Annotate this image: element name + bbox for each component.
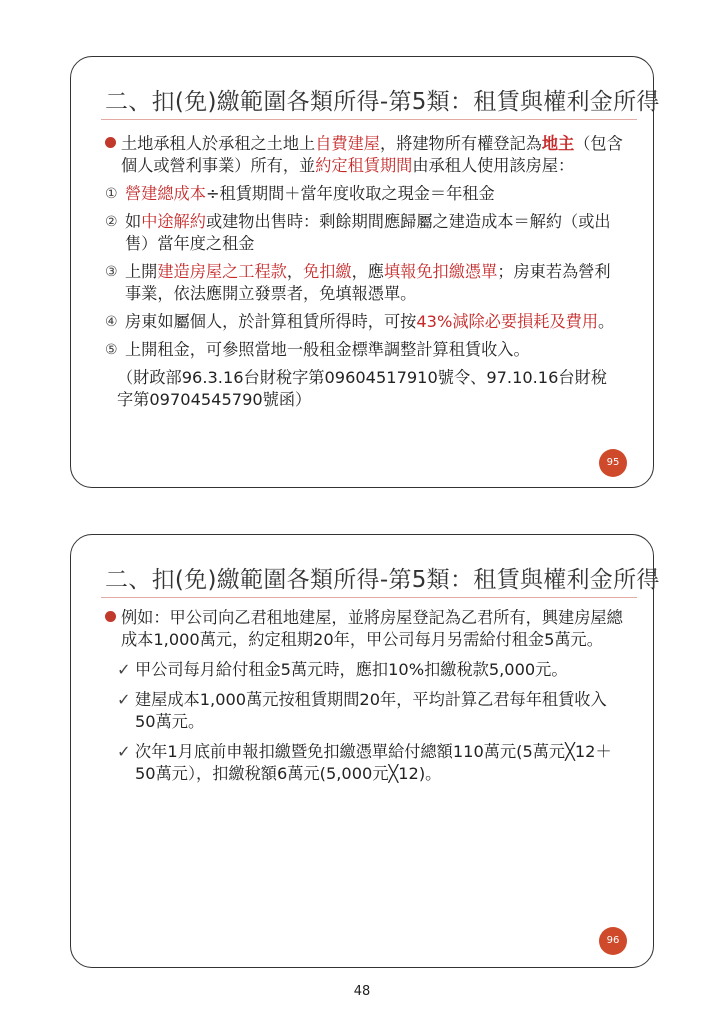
text-span: 土地承租人於承租之土地上: [121, 134, 316, 153]
bullet-dot-icon: [105, 611, 116, 622]
numbered-item-2: [105, 211, 623, 255]
highlight-text: 建造房屋之工程款: [157, 262, 287, 281]
text-span: ÷租賃期間＋當年度收取之現金＝年租金: [205, 184, 495, 203]
check-item-3: [111, 741, 623, 785]
text-span: 次年1月底前申報扣繳暨免扣繳憑單給付總額110萬元(5萬元╳12＋50萬元），扣繳稅額6萬元(5,000元╳12)。: [135, 742, 612, 783]
text-span: 。: [598, 312, 615, 331]
slide-body: [105, 133, 623, 411]
check-item-2: [111, 689, 623, 733]
text-span: 甲公司每月給付租金5萬元時，應扣10%扣繳稅款5,000元。: [135, 660, 568, 679]
slide-title: 二、扣(免)繳範圍各類所得-第5類：租賃與權利金所得: [105, 89, 660, 115]
highlight-text: 填報免扣繳憑單: [384, 262, 498, 281]
numbered-item-3: [105, 261, 623, 305]
check-icon: ✓: [117, 660, 131, 679]
slide-96: [70, 534, 660, 968]
slide-body: [111, 607, 623, 785]
circled-number: ②: [105, 214, 118, 230]
text-span: 或建物出售時：剩餘期間應歸屬之建造成本＝解約（或出售）當年度之租金: [125, 212, 611, 253]
bullet-item: [111, 607, 623, 651]
numbered-item-5: [105, 339, 623, 361]
text-span: ，: [286, 262, 304, 281]
text-span: 例如：甲公司向乙君租地建屋，並將房屋登記為乙君所有，興建房屋總成本1,000萬元，約定租期20年，甲公司每月另需給付租金5萬元。: [121, 608, 623, 649]
bullet-item: [111, 133, 623, 177]
slide-title: 二、扣(免)繳範圍各類所得-第5類：租賃與權利金所得: [105, 567, 660, 593]
check-icon: ✓: [117, 742, 131, 761]
numbered-item-4: [105, 311, 623, 333]
slide-95: [70, 56, 660, 488]
page-badge: 96: [599, 927, 627, 955]
highlight-text: 地主: [541, 134, 575, 153]
bullet-dot-icon: [105, 137, 116, 148]
highlight-text: 約定租賃期間: [315, 156, 413, 175]
highlight-text: 中途解約: [141, 212, 206, 231]
page-number: 48: [353, 984, 371, 999]
text-span: 上開租金，可參照當地一般租金標準調整計算租賃收入。: [125, 340, 530, 359]
text-span: 上開: [125, 262, 158, 281]
highlight-text: 營建總成本: [125, 184, 206, 203]
text-span: ，將建物所有權登記為: [380, 134, 542, 153]
circled-number: ③: [105, 264, 118, 280]
text-span: 如: [125, 212, 142, 231]
circled-number: ⑤: [105, 342, 118, 358]
text-span: 房東如屬個人，於計算租賃所得時，可按: [125, 312, 417, 331]
highlight-text: 免扣繳: [303, 262, 352, 281]
title-divider: [101, 597, 637, 598]
title-divider: [101, 119, 637, 120]
circled-number: ①: [105, 186, 118, 202]
check-icon: ✓: [117, 690, 131, 709]
highlight-text: 自費建屋: [315, 134, 380, 153]
page-badge: 95: [599, 449, 627, 477]
text-span: ，應: [351, 262, 384, 281]
text-span: ；房東若為營利事業，依法應開立發票者，免填報憑單。: [125, 262, 611, 303]
circled-number: ④: [105, 314, 118, 330]
text-span: （包含個人或營利事業）所有，並: [121, 134, 623, 175]
check-item-1: [111, 659, 623, 681]
highlight-text: 43%減除必要損耗及費用: [416, 312, 599, 331]
text-span: 由承租人使用該房屋：: [412, 156, 575, 175]
text-span: 建屋成本1,000萬元按租賃期間20年，平均計算乙君每年租賃收入50萬元。: [135, 690, 607, 731]
citation: （財政部96.3.16台財稅字第09604517910號令、97.10.16台財稅字第09704545790號函）: [117, 368, 607, 409]
numbered-item-1: [105, 183, 623, 205]
